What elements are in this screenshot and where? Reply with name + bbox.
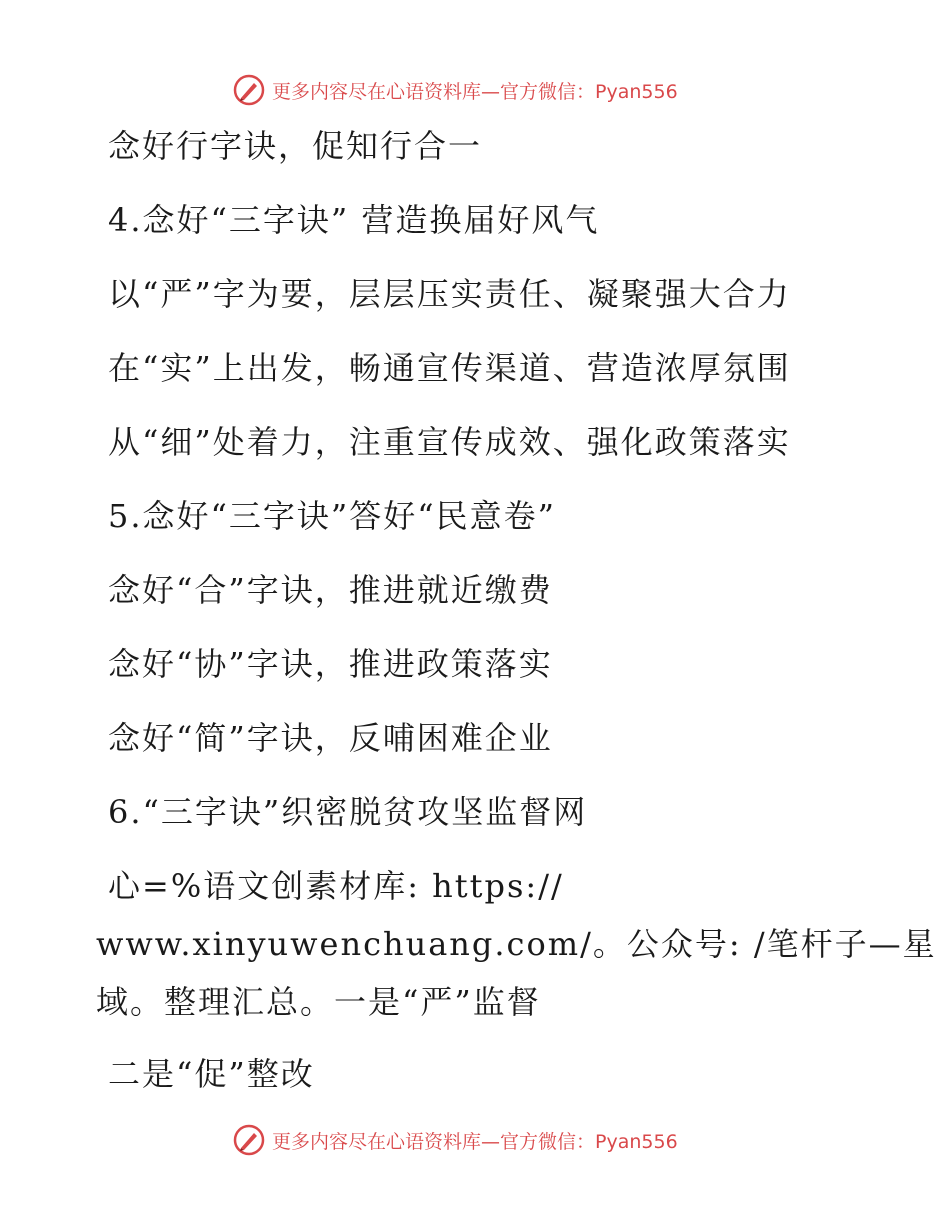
text-line: 二是“促”整改 [108,1055,315,1093]
footer-banner [232,1120,678,1160]
text-line: 念好“合”字诀，推进就近缴费 [108,571,553,609]
header-banner [232,70,678,110]
text-line: www.xinyuwenchuang.com/。公众号: /笔杆子—星 [96,925,937,963]
pen-logo-icon [232,73,266,107]
text-line: 6.“三字诀”织密脱贫攻坚监督网 [108,793,588,831]
text-line: 5.念好“三字诀”答好“民意卷” [108,497,556,535]
text-line: 念好行字诀，促知行合一 [108,127,483,165]
text-line: 念好“简”字诀，反哺困难企业 [108,719,553,757]
footer-banner-text: 更多内容尽在心语资料库—官方微信：Pyan556 [272,1130,678,1153]
text-line: 域。整理汇总。一是“严”监督 [96,983,541,1021]
text-line: 4.念好“三字诀” 营造换届好风气 [108,201,600,239]
text-line: 从“细”处着力，注重宣传成效、强化政策落实 [108,423,791,461]
text-line: 念好“协”字诀，推进政策落实 [108,645,553,683]
text-line: 以“严”字为要，层层压实责任、凝聚强大合力 [108,275,791,313]
header-banner-text: 更多内容尽在心语资料库—官方微信：Pyan556 [272,80,678,103]
text-line: 在“实”上出发，畅通宣传渠道、营造浓厚氛围 [108,349,791,387]
text-line: 心=%语文创素材库: https:// [108,867,564,905]
pen-logo-icon [232,1123,266,1157]
